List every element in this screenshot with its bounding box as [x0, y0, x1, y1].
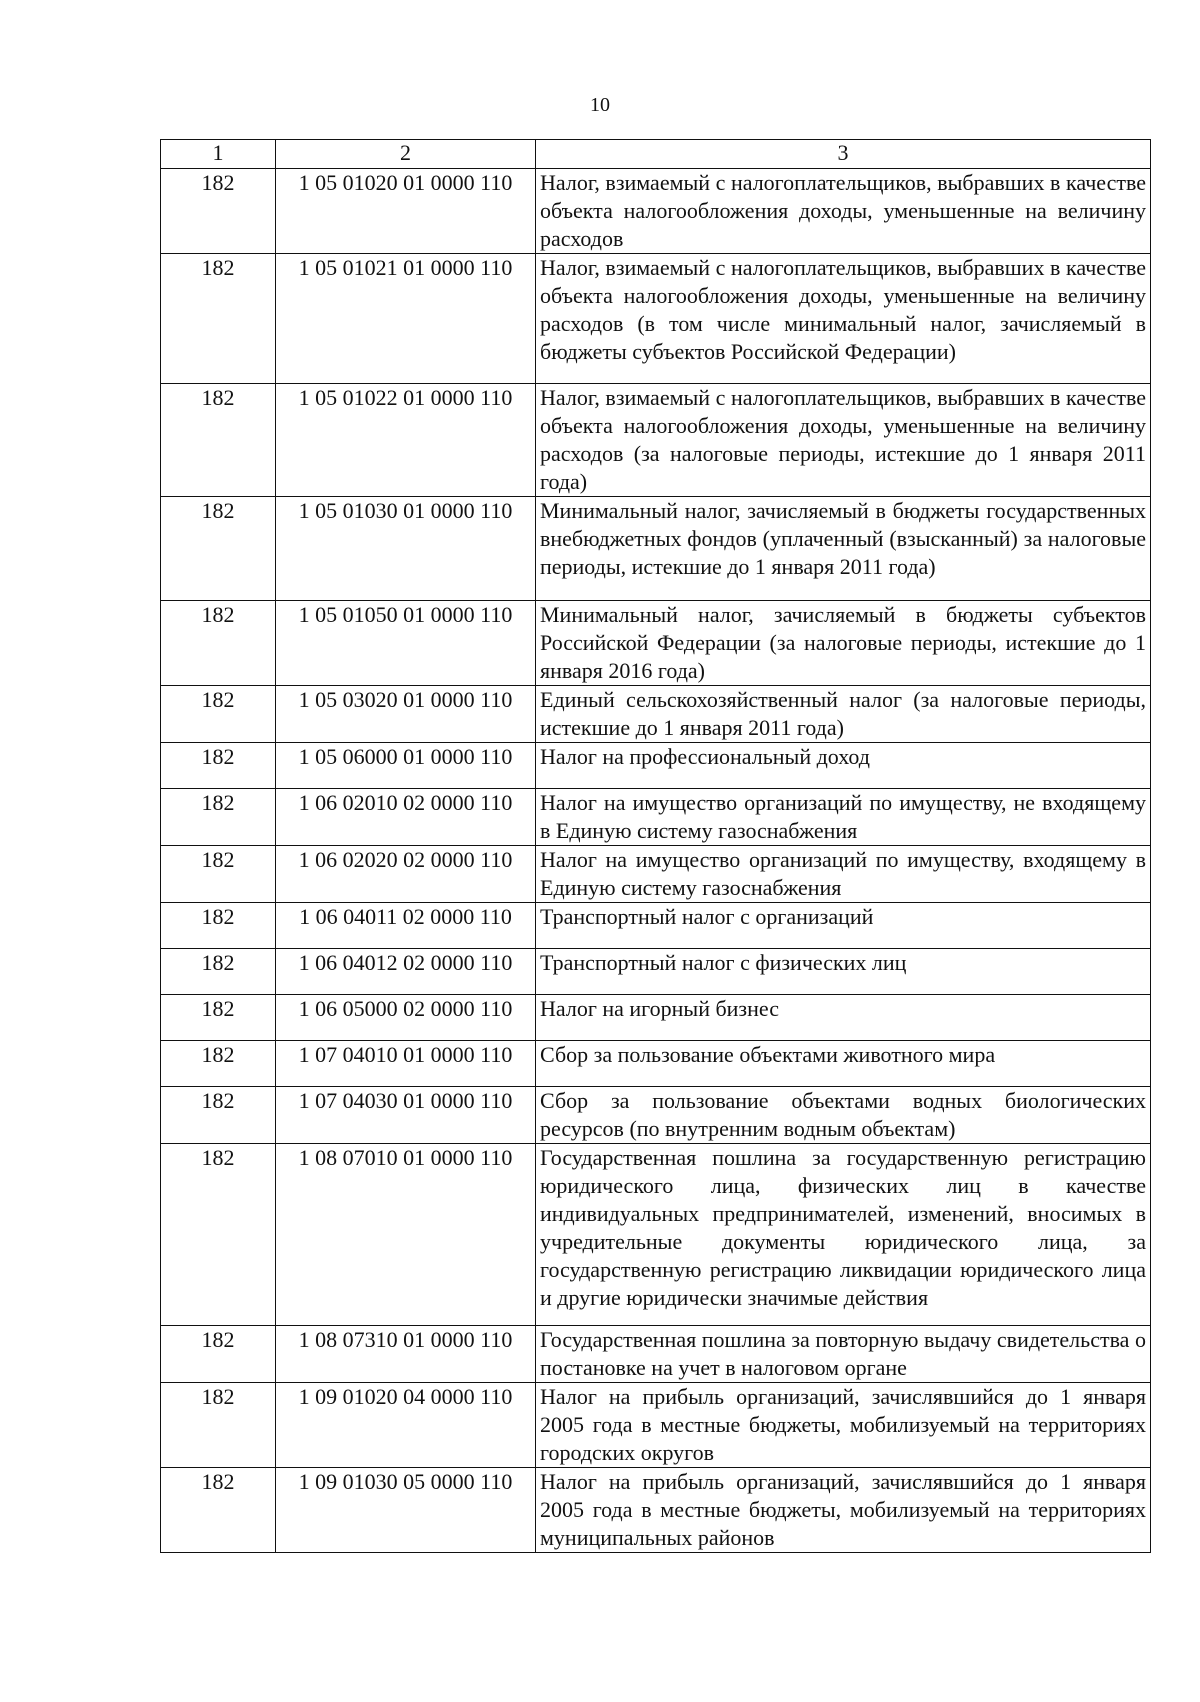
table-row	[161, 1383, 1151, 1468]
revenue-description-cell: Сбор за пользование объектами водных биологических ресурсов (по внутренним водным объектам)	[536, 1087, 1151, 1144]
admin-code-cell: 182	[161, 169, 276, 254]
admin-code-cell: 182	[161, 1144, 276, 1326]
table-row	[161, 1144, 1151, 1326]
revenue-code-cell: 1 05 03020 01 0000 110	[276, 686, 536, 743]
revenue-description-cell: Единый сельскохозяйственный налог (за налоговые периоды, истекшие до 1 января 2011 года)	[536, 686, 1151, 743]
admin-code-cell: 182	[161, 949, 276, 995]
revenue-codes-table	[160, 139, 1151, 1553]
revenue-code-cell: 1 05 06000 01 0000 110	[276, 743, 536, 789]
admin-code-cell: 182	[161, 254, 276, 384]
revenue-code-cell: 1 09 01030 05 0000 110	[276, 1468, 536, 1553]
admin-code-cell: 182	[161, 601, 276, 686]
revenue-code-cell: 1 07 04030 01 0000 110	[276, 1087, 536, 1144]
table-row	[161, 686, 1151, 743]
revenue-description-cell: Налог на прибыль организаций, зачислявшийся до 1 января 2005 года в местные бюджеты, мобилизуемый на территориях городских округов	[536, 1383, 1151, 1468]
table-row	[161, 949, 1151, 995]
revenue-code-cell: 1 05 01030 01 0000 110	[276, 497, 536, 601]
admin-code-cell: 182	[161, 1468, 276, 1553]
admin-code-cell: 182	[161, 686, 276, 743]
revenue-code-cell: 1 05 01050 01 0000 110	[276, 601, 536, 686]
table-row	[161, 601, 1151, 686]
revenue-description-cell: Сбор за пользование объектами животного мира	[536, 1041, 1151, 1087]
table-row	[161, 169, 1151, 254]
revenue-codes-table-wrapper	[160, 139, 1150, 1553]
revenue-code-cell: 1 08 07010 01 0000 110	[276, 1144, 536, 1326]
table-row	[161, 1087, 1151, 1144]
table-row	[161, 846, 1151, 903]
revenue-description-cell: Налог, взимаемый с налогоплательщиков, выбравших в качестве объекта налогообложения доходы, уменьшенные на величину расходов (за налоговые периоды, истекшие до 1 января 2011 года)	[536, 384, 1151, 497]
revenue-description-cell: Налог на имущество организаций по имуществу, входящему в Единую систему газоснабжения	[536, 846, 1151, 903]
table-row	[161, 1326, 1151, 1383]
admin-code-cell: 182	[161, 497, 276, 601]
table-row	[161, 995, 1151, 1041]
revenue-description-cell: Государственная пошлина за государственную регистрацию юридического лица, физических лиц в качестве индивидуальных предпринимателей, изменений, вносимых в учредительные документы юридического лица, за государственную регистрацию ликвидации юридического лица и другие юридически значимые действия	[536, 1144, 1151, 1326]
header-col-2: 2	[276, 140, 536, 169]
table-row	[161, 384, 1151, 497]
page-number: 10	[590, 94, 610, 116]
header-col-1: 1	[161, 140, 276, 169]
revenue-code-cell: 1 06 02020 02 0000 110	[276, 846, 536, 903]
revenue-code-cell: 1 06 04012 02 0000 110	[276, 949, 536, 995]
revenue-description-cell: Налог, взимаемый с налогоплательщиков, выбравших в качестве объекта налогообложения доходы, уменьшенные на величину расходов (в том числе минимальный налог, зачисляемый в бюджеты субъектов Российской Федерации)	[536, 254, 1151, 384]
table-header-row	[161, 140, 1151, 169]
admin-code-cell: 182	[161, 789, 276, 846]
revenue-description-cell: Минимальный налог, зачисляемый в бюджеты субъектов Российской Федерации (за налоговые периоды, истекшие до 1 января 2016 года)	[536, 601, 1151, 686]
revenue-code-cell: 1 06 05000 02 0000 110	[276, 995, 536, 1041]
admin-code-cell: 182	[161, 903, 276, 949]
revenue-code-cell: 1 06 02010 02 0000 110	[276, 789, 536, 846]
table-row	[161, 789, 1151, 846]
revenue-code-cell: 1 07 04010 01 0000 110	[276, 1041, 536, 1087]
header-col-3: 3	[536, 140, 1151, 169]
table-row	[161, 254, 1151, 384]
revenue-code-cell: 1 08 07310 01 0000 110	[276, 1326, 536, 1383]
admin-code-cell: 182	[161, 384, 276, 497]
revenue-description-cell: Налог на прибыль организаций, зачислявшийся до 1 января 2005 года в местные бюджеты, мобилизуемый на территориях муниципальных районов	[536, 1468, 1151, 1553]
revenue-description-cell: Государственная пошлина за повторную выдачу свидетельства о постановке на учет в налоговом органе	[536, 1326, 1151, 1383]
revenue-description-cell: Налог на профессиональный доход	[536, 743, 1151, 789]
table-row	[161, 903, 1151, 949]
revenue-code-cell: 1 06 04011 02 0000 110	[276, 903, 536, 949]
admin-code-cell: 182	[161, 1326, 276, 1383]
admin-code-cell: 182	[161, 1383, 276, 1468]
admin-code-cell: 182	[161, 1041, 276, 1087]
revenue-code-cell: 1 05 01021 01 0000 110	[276, 254, 536, 384]
table-row	[161, 497, 1151, 601]
revenue-description-cell: Налог на имущество организаций по имуществу, не входящему в Единую систему газоснабжения	[536, 789, 1151, 846]
table-body	[161, 169, 1151, 1553]
revenue-description-cell: Транспортный налог с организаций	[536, 903, 1151, 949]
admin-code-cell: 182	[161, 846, 276, 903]
revenue-description-cell: Налог, взимаемый с налогоплательщиков, выбравших в качестве объекта налогообложения доходы, уменьшенные на величину расходов	[536, 169, 1151, 254]
admin-code-cell: 182	[161, 995, 276, 1041]
table-row	[161, 743, 1151, 789]
admin-code-cell: 182	[161, 743, 276, 789]
admin-code-cell: 182	[161, 1087, 276, 1144]
table-row	[161, 1468, 1151, 1553]
revenue-code-cell: 1 09 01020 04 0000 110	[276, 1383, 536, 1468]
revenue-description-cell: Налог на игорный бизнес	[536, 995, 1151, 1041]
revenue-description-cell: Транспортный налог с физических лиц	[536, 949, 1151, 995]
revenue-code-cell: 1 05 01022 01 0000 110	[276, 384, 536, 497]
revenue-description-cell: Минимальный налог, зачисляемый в бюджеты государственных внебюджетных фондов (уплаченный (взысканный) за налоговые периоды, истекшие до 1 января 2011 года)	[536, 497, 1151, 601]
table-row	[161, 1041, 1151, 1087]
revenue-code-cell: 1 05 01020 01 0000 110	[276, 169, 536, 254]
